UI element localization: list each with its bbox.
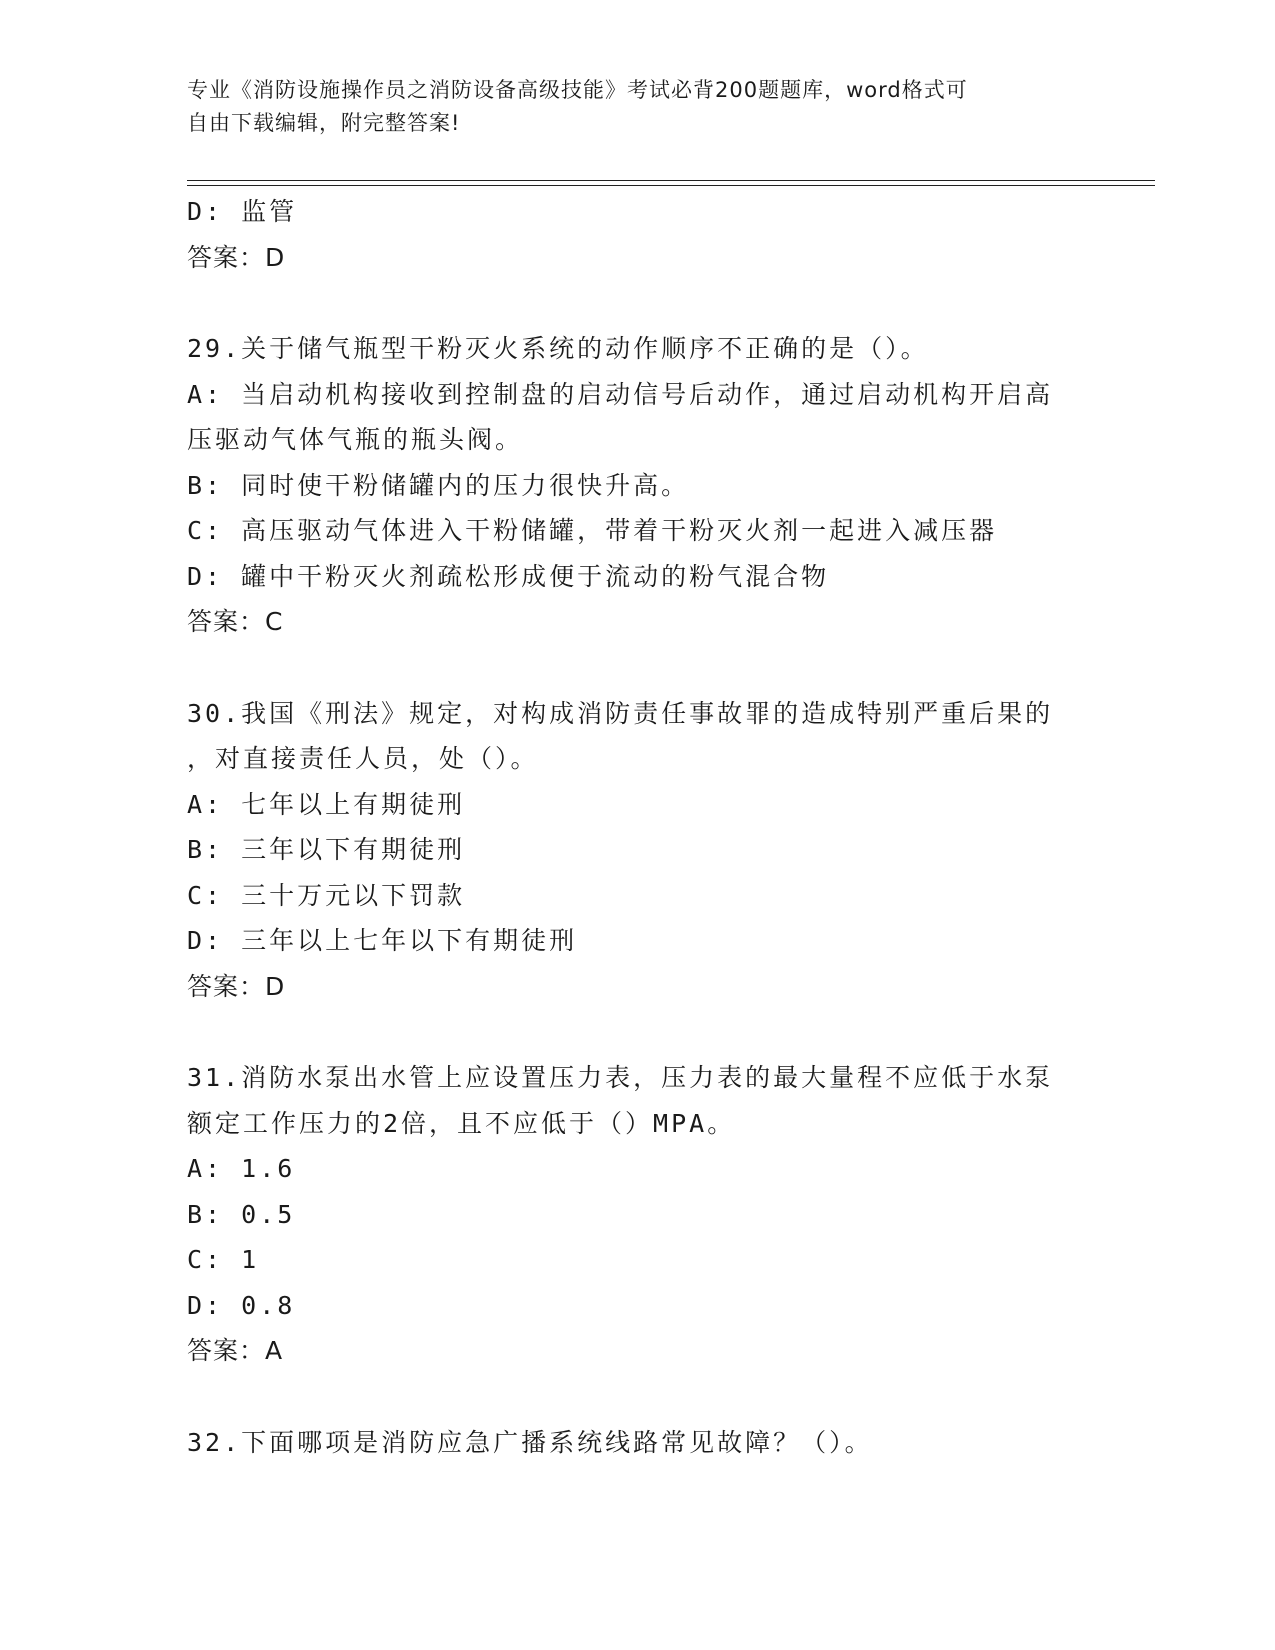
header-divider-bottom bbox=[187, 185, 1155, 186]
question-text-continued: ，对直接责任人员，处（）。 bbox=[187, 744, 539, 773]
option-d: D: 0.8 bbox=[187, 1290, 296, 1320]
header-line-2: 自由下载编辑，附完整答案! bbox=[187, 111, 461, 135]
document-header bbox=[187, 74, 1087, 140]
option-b: B: 0.5 bbox=[187, 1199, 296, 1229]
option-a: A: 当启动机构接收到控制盘的启动信号后动作，通过启动机构开启高 bbox=[187, 379, 1054, 409]
answer-line: 答案：D bbox=[187, 971, 286, 1001]
question-31 bbox=[187, 1055, 1107, 1374]
option-b: B: 三年以下有期徒刑 bbox=[187, 835, 466, 864]
question-28-tail bbox=[187, 189, 1107, 280]
question-text-continued: 额定工作压力的2倍，且不应低于（）MPA。 bbox=[187, 1108, 736, 1138]
option-a-continued: 压驱动气体气瓶的瓶头阀。 bbox=[187, 425, 524, 454]
question-content bbox=[187, 189, 1107, 1465]
header-divider-top bbox=[187, 180, 1155, 181]
question-29 bbox=[187, 326, 1107, 645]
spacer bbox=[187, 1009, 1107, 1055]
question-text: 29.关于储气瓶型干粉灭火系统的动作顺序不正确的是（）。 bbox=[187, 334, 929, 363]
spacer bbox=[187, 645, 1107, 691]
question-32 bbox=[187, 1420, 1107, 1466]
option-a: A: 1.6 bbox=[187, 1154, 296, 1183]
option-d: D: 罐中干粉灭火剂疏松形成便于流动的粉气混合物 bbox=[187, 561, 830, 591]
option-a: A: 七年以上有期徒刑 bbox=[187, 789, 466, 819]
answer-line: 答案：A bbox=[187, 1336, 284, 1365]
option-b: B: 同时使干粉储罐内的压力很快升高。 bbox=[187, 470, 690, 500]
question-30 bbox=[187, 691, 1107, 1010]
option-c: C: 1 bbox=[187, 1245, 260, 1274]
option-c: C: 三十万元以下罚款 bbox=[187, 880, 466, 910]
question-text: 31.消防水泵出水管上应设置压力表，压力表的最大量程不应低于水泵 bbox=[187, 1063, 1054, 1092]
spacer bbox=[187, 1374, 1107, 1420]
question-text: 32.下面哪项是消防应急广播系统线路常见故障？（）。 bbox=[187, 1427, 873, 1457]
option-d: D: 三年以上七年以下有期徒刑 bbox=[187, 926, 578, 955]
option-d: D: 监管 bbox=[187, 197, 298, 226]
answer-line: 答案：C bbox=[187, 607, 284, 636]
question-text: 30.我国《刑法》规定，对构成消防责任事故罪的造成特别严重后果的 bbox=[187, 698, 1054, 728]
option-c: C: 高压驱动气体进入干粉储罐，带着干粉灭火剂一起进入减压器 bbox=[187, 516, 998, 545]
answer-line: 答案：D bbox=[187, 242, 286, 272]
header-line-1: 专业《消防设施操作员之消防设备高级技能》考试必背200题题库，word格式可 bbox=[187, 78, 968, 102]
spacer bbox=[187, 280, 1107, 326]
